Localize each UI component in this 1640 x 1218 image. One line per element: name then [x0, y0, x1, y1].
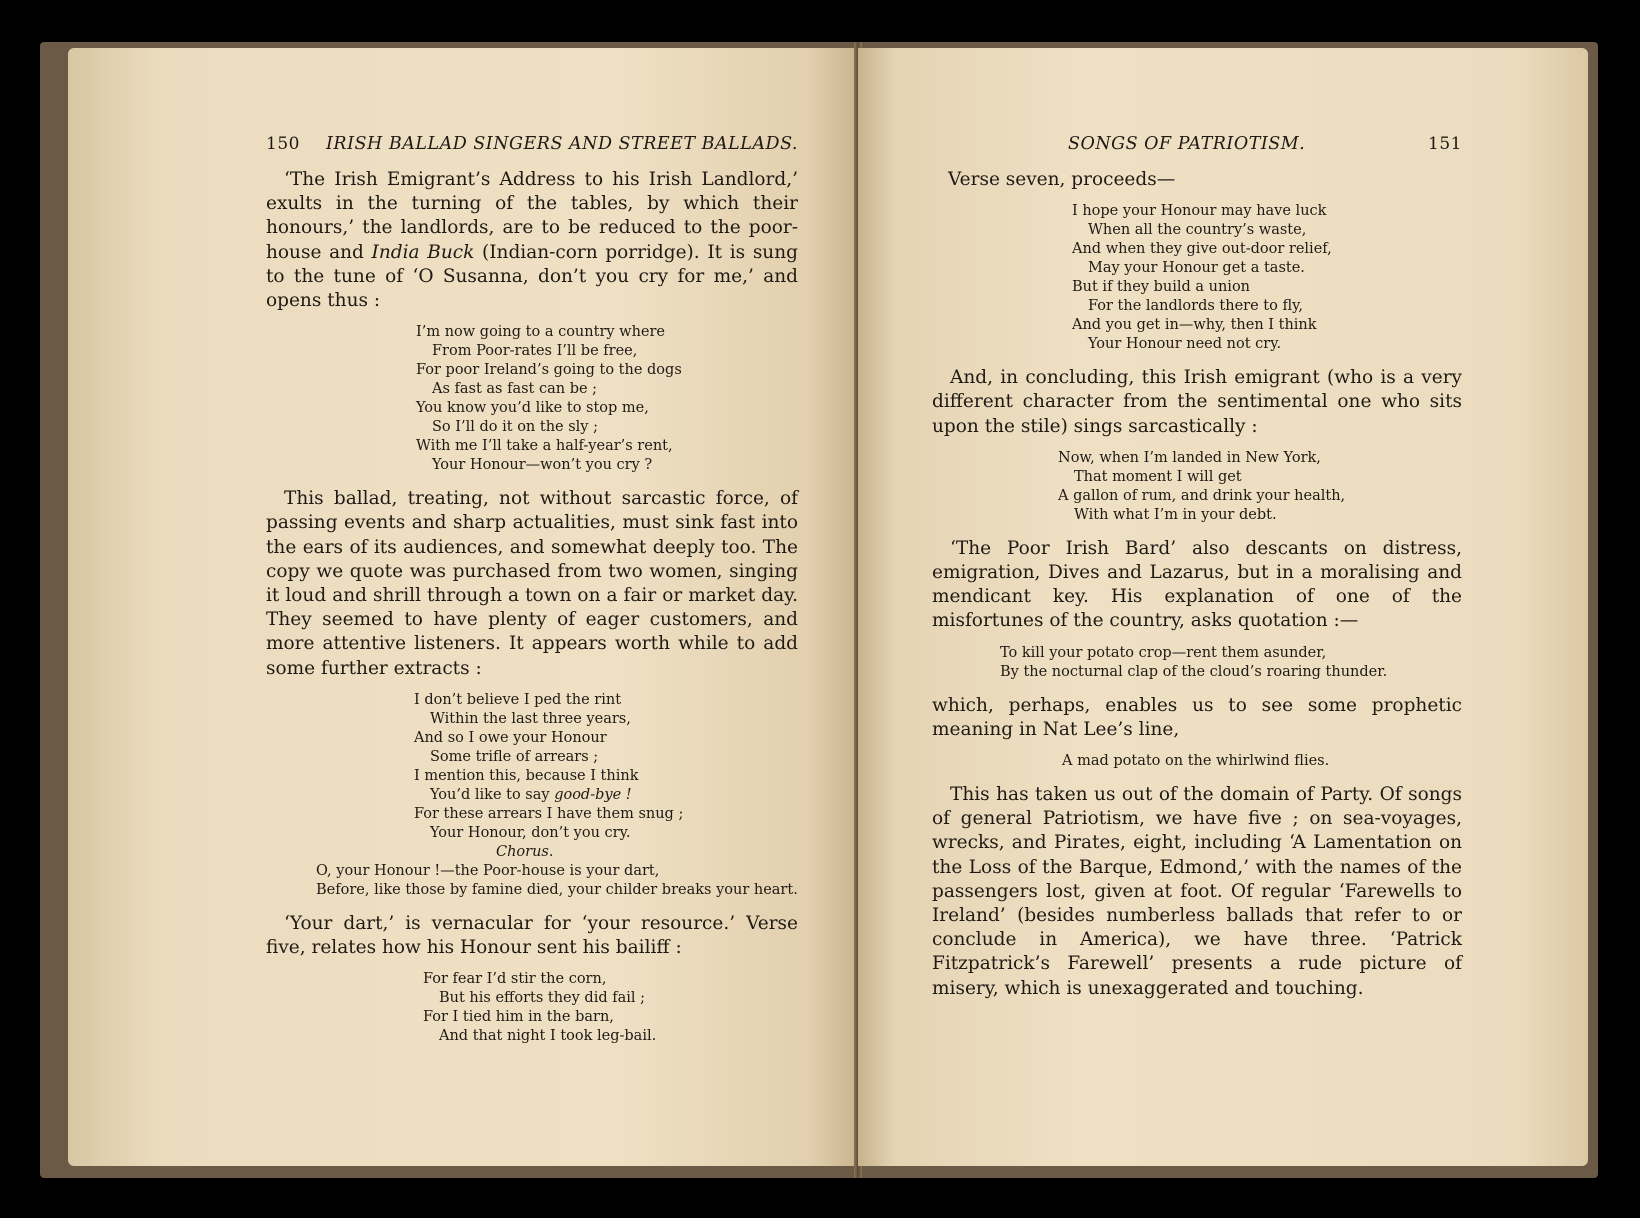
verse-line: Your Honour, don’t you cry.	[430, 824, 631, 841]
verse-line: For I tied him in the barn,	[423, 1009, 614, 1026]
verse-line: And so I owe your Honour	[414, 729, 607, 746]
verse-line: I don’t believe I ped the rint	[414, 691, 622, 708]
chorus-line: O, your Honour !—the Poor-house is your dart,	[316, 862, 660, 879]
verse-line: May your Honour get a taste.	[1088, 260, 1305, 277]
left-running-title: IRISH BALLAD SINGERS AND STREET BALLADS.	[326, 134, 798, 154]
right-paragraph-3: ‘The Poor Irish Bard’ also descants on distress, emigration, Dives and Lazarus, but in a moralising and mendicant key. His explanation of one of the misfortunes of the country, asks quotation :—	[932, 537, 1462, 632]
verse-line: For the landlords there to fly,	[1088, 298, 1304, 315]
verse-line: And when they give out-door relief,	[1072, 241, 1332, 258]
left-page	[68, 48, 858, 1166]
verse-line: Your Honour—won’t you cry ?	[432, 457, 653, 474]
verse-line: For poor Ireland’s going to the dogs	[416, 362, 682, 379]
right-page	[858, 48, 1588, 1166]
verse-line: A mad potato on the whirlwind flies.	[1062, 753, 1330, 770]
verse-line: But his efforts they did fail ;	[439, 990, 646, 1007]
verse-line: But if they build a union	[1072, 279, 1251, 296]
chorus-line: Before, like those by famine died, your childer breaks your heart.	[316, 881, 798, 898]
left-paragraph-3: ‘Your dart,’ is vernacular for ‘your resource.’ Verse five, relates how his Honour sent his bailiff :	[266, 912, 798, 959]
verse-line: You know you’d like to stop me,	[416, 400, 649, 417]
verse-line: With me I’ll take a half-year’s rent,	[416, 438, 673, 455]
verse-line: And you get in—why, then I think	[1072, 317, 1317, 334]
chorus-label: Chorus.	[496, 843, 554, 860]
right-paragraph-2: And, in concluding, this Irish emigrant (who is a very different character from the sentimental one who sits upon the stile) sings sarcastically :	[932, 367, 1462, 437]
verse-line: To kill your potato crop—rent them asunder,	[1000, 644, 1327, 661]
right-running-title: SONGS OF PATRIOTISM.	[1068, 134, 1306, 154]
verse-line: So I’ll do it on the sly ;	[432, 419, 598, 436]
verse-line: By the nocturnal clap of the cloud’s roaring thunder.	[1000, 663, 1388, 680]
verse-block-4	[932, 202, 1462, 354]
verse-line: With what I’m in your debt.	[1074, 506, 1277, 523]
right-page-number: 151	[1428, 134, 1462, 154]
verse-block-7	[932, 752, 1462, 771]
left-page-content	[266, 134, 798, 1058]
verse-line: And that night I took leg-bail.	[439, 1028, 657, 1045]
left-paragraph-1: ‘The Irish Emigrant’s Address to his Irish Landlord,’ exults in the turning of the tables, by which their honours,’ the landlords, are to be reduced to the poor-house and India Buck (Indian-corn porridge). It is sung to the tune of ‘O Susanna, don’t you cry for me,’ and opens thus :	[266, 169, 798, 312]
verse-line: Within the last three years,	[430, 710, 631, 727]
verse-line: As fast as fast can be ;	[432, 381, 598, 398]
verse-line: From Poor-rates I’ll be free,	[432, 343, 638, 360]
verse-line: I’m now going to a country where	[416, 324, 666, 341]
verse-line: A gallon of rum, and drink your health,	[1058, 487, 1346, 504]
verse-line: For fear I’d stir the corn,	[423, 971, 607, 988]
verse-line: I mention this, because I think	[414, 767, 639, 784]
right-page-content	[932, 134, 1462, 1001]
right-running-head	[932, 134, 1462, 160]
right-paragraph-4: which, perhaps, enables us to see some prophetic meaning in Nat Lee’s line,	[932, 694, 1462, 740]
verse-line: I hope your Honour may have luck	[1072, 203, 1327, 220]
open-book	[40, 42, 1598, 1178]
verse-block-1	[266, 323, 798, 475]
right-paragraph-1: Verse seven, proceeds—	[948, 169, 1176, 190]
verse-block-3	[266, 970, 798, 1046]
left-running-head	[266, 134, 798, 160]
verse-line: For these arrears I have them snug ;	[414, 805, 684, 822]
verse-line: When all the country’s waste,	[1088, 222, 1307, 239]
right-paragraph-5: This has taken us out of the domain of Party. Of songs of general Patriotism, we have five ; on sea-voyages, wrecks, and Pirates, eight, including ‘A Lamentation on the Loss of the Barque, Edmond,’ with the names of the passengers lost, given at foot. Of regular ‘Farewells to Ireland’ (besides numberless ballads that refer to or conclude in America), we have three. ‘Patrick Fitzpatrick’s Farewell’ presents a rude picture of misery, which is unexaggerated and touching.	[932, 784, 1462, 999]
left-page-number: 150	[266, 134, 300, 154]
verse-line: Your Honour need not cry.	[1088, 336, 1282, 353]
verse-line: Some trifle of arrears ;	[430, 748, 599, 765]
verse-line: You’d like to say good-bye !	[430, 786, 632, 803]
verse-line: Now, when I’m landed in New York,	[1058, 449, 1321, 466]
left-paragraph-2: This ballad, treating, not without sarcastic force, of passing events and sharp actualities, must sink fast into the ears of its audiences, and somewhat deeply too. The copy we quote was purchased from two women, singing it loud and shrill through a town on a fair or market day. They seemed to have plenty of eager customers, and more attentive listeners. It appears worth while to add some further extracts :	[266, 488, 798, 679]
verse-block-6	[932, 644, 1462, 682]
verse-block-5	[932, 449, 1462, 525]
verse-block-2	[266, 691, 798, 900]
verse-line: That moment I will get	[1074, 468, 1242, 485]
